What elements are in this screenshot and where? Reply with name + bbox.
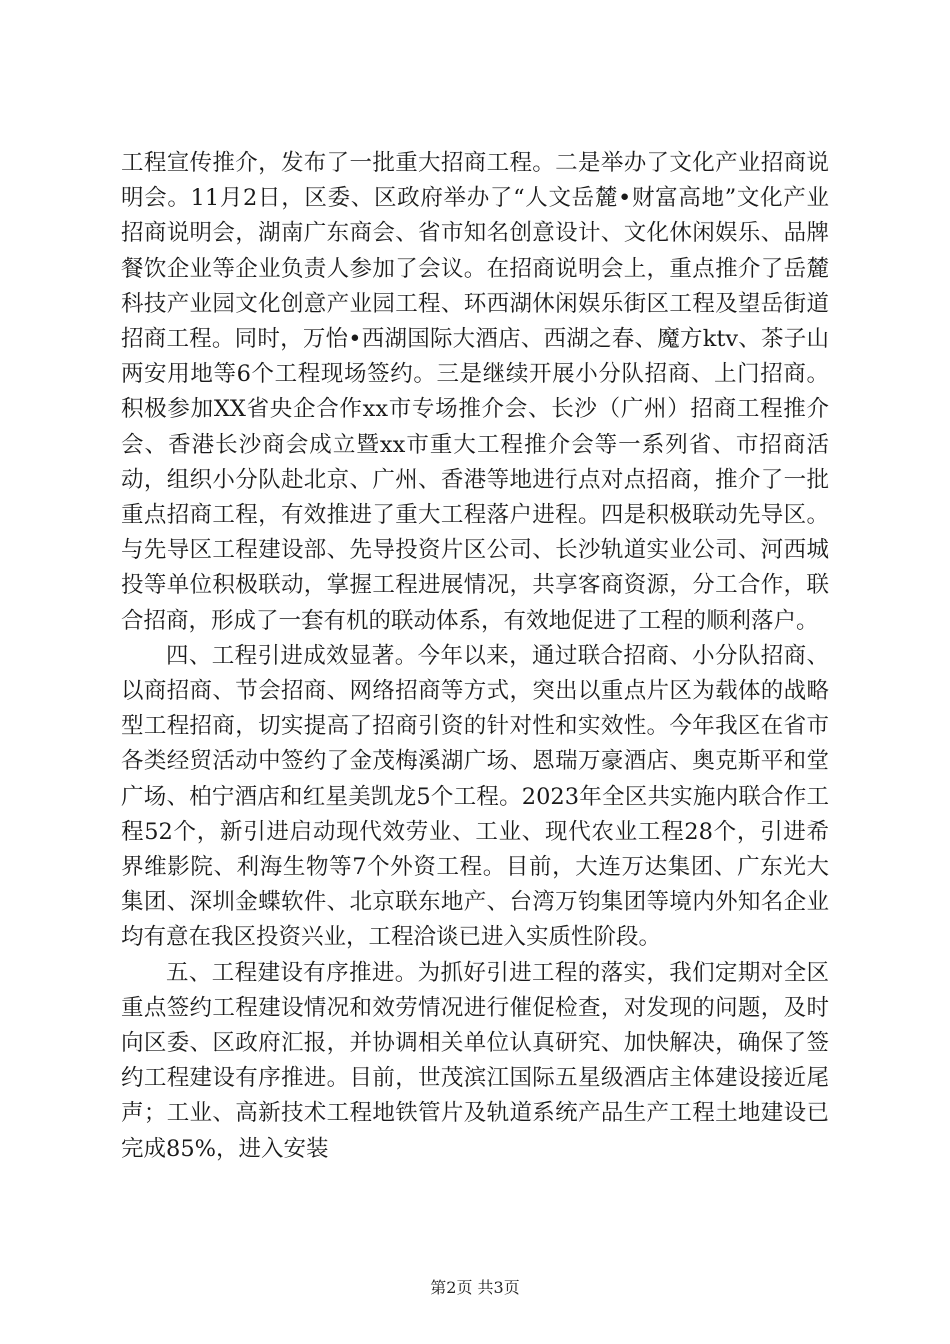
body-paragraph-1: 工程宣传推介，发布了一批重大招商工程。二是举办了文化产业招商说明会。11月2日，区委、区政府举办了“人文岳麓•财富高地”文化产业招商说明会，湖南广东商会、省市知名创意设计、文化休闲娱乐、品牌餐饮企业等企业负责人参加了会议。在招商说明会上，重点推介了岳麓科技产业园文化创意产业园工程、环西湖休闲娱乐街区工程及望岳街道招商工程。同时，万怡•西湖国际大酒店、西湖之春、魔方ktv、茶子山两安用地等6个工程现场签约。三是继续开展小分队招商、上门招商。积极参加XX省央企合作xx市专场推介会、长沙（广州）招商工程推介会、香港长沙商会成立暨xx市重大工程推介会等一系列省、市招商活动，组织小分队赴北京、广州、香港等地进行点对点招商，推介了一批重点招商工程，有效推进了重大工程落户进程。四是积极联动先导区。与先导区工程建设部、先导投资片区公司、长沙轨道实业公司、河西城投等单位积极联动，掌握工程进展情况，共享客商资源，分工合作，联合招商，形成了一套有机的联动体系，有效地促进了工程的顺利落户。 bbox=[121, 150, 829, 634]
body-paragraph-2: 四、工程引进成效显著。今年以来，通过联合招商、小分队招商、以商招商、节会招商、网络招商等方式，突出以重点片区为载体的战略型工程招商，切实提高了招商引资的针对性和实效性。今年我区在省市各类经贸活动中签约了金茂梅溪湖广场、恩瑞万豪酒店、奥克斯平和堂广场、柏宁酒店和红星美凯龙5个工程。2023年全区共实施内联合作工程52个，新引进启动现代效劳业、工业、现代农业工程28个，引进希界维影院、利海生物等7个外资工程。目前，大连万达集团、广东光大集团、深圳金蝶软件、北京联东地产、台湾万钧集团等境内外知名企业均有意在我区投资兴业，工程洽谈已进入实质性阶段。 bbox=[121, 642, 829, 951]
page-number-footer: 第2页 共3页 bbox=[430, 1278, 520, 1297]
document-body bbox=[121, 146, 829, 1167]
body-paragraph-3: 五、工程建设有序推进。为抓好引进工程的落实，我们定期对全区重点签约工程建设情况和效劳情况进行催促检查，对发现的问题，及时向区委、区政府汇报，并协调相关单位认真研究、加快解决，确保了签约工程建设有序推进。目前，世茂滨江国际五星级酒店主体建设接近尾声；工业、高新技术工程地铁管片及轨道系统产品生产工程土地建设已完成85%，进入安装 bbox=[121, 959, 829, 1162]
